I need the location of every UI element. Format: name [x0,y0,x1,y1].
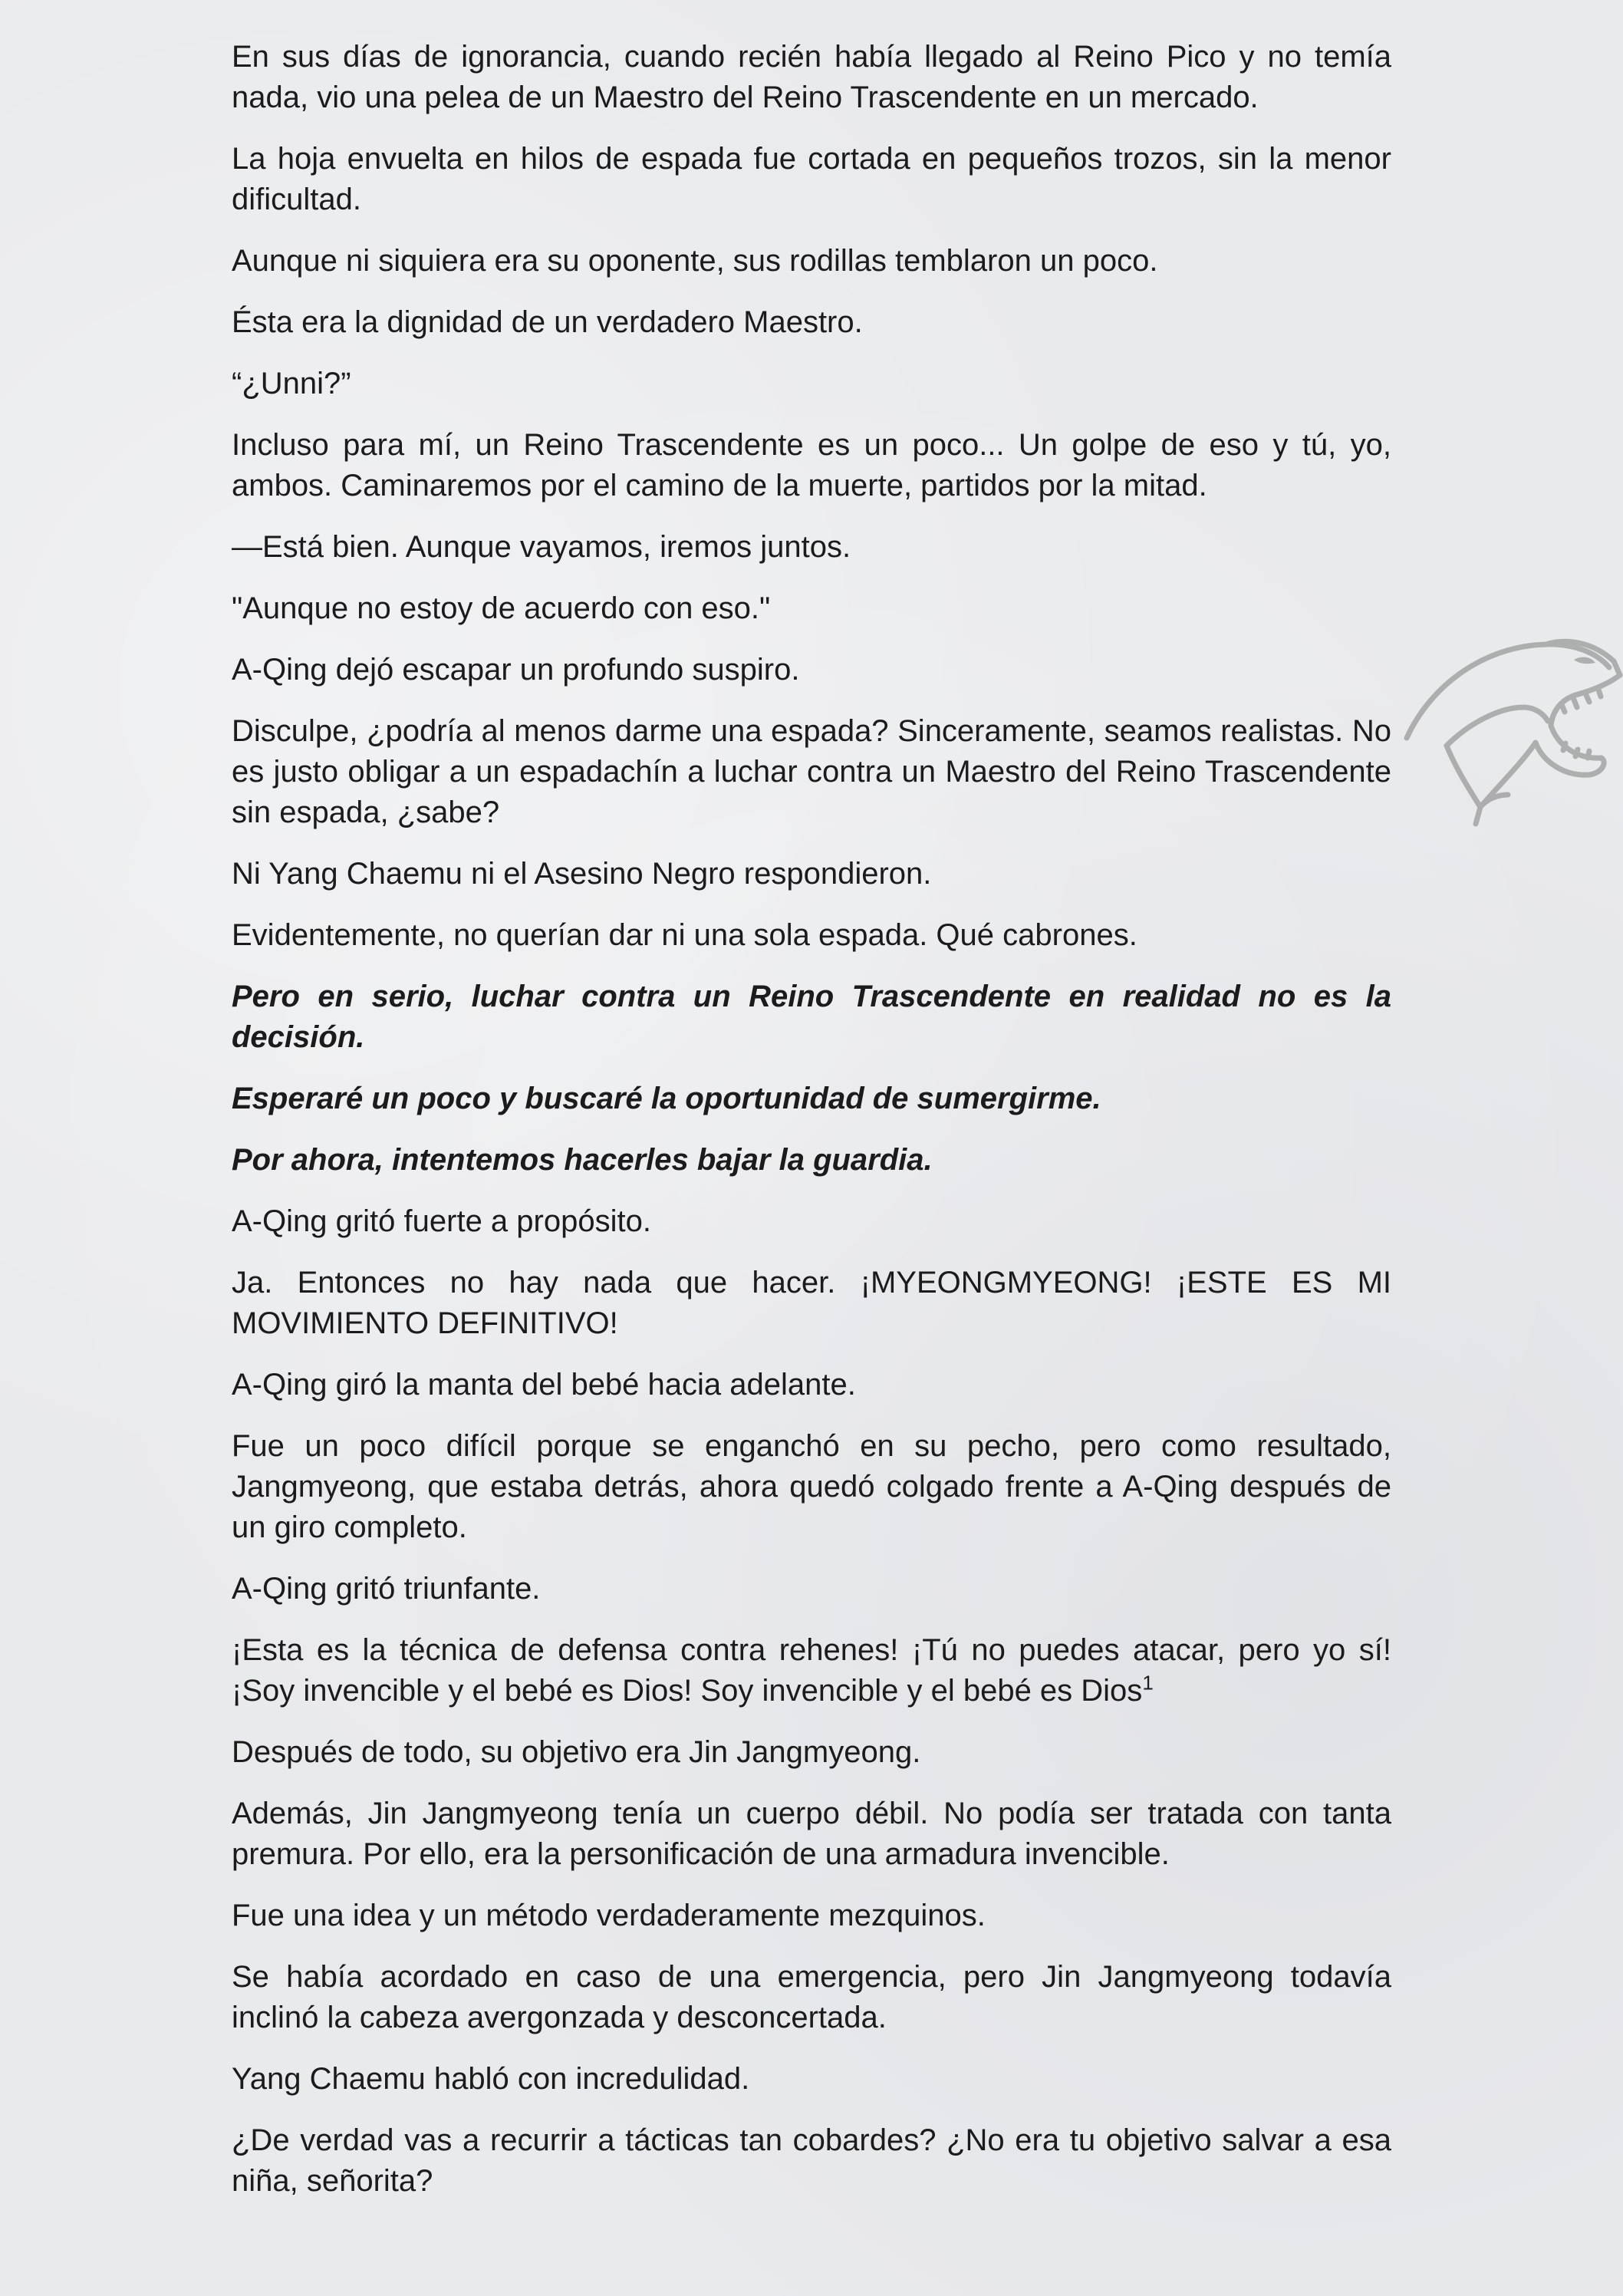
paragraph: Aunque ni siquiera era su oponente, sus rodillas temblaron un poco. [232,244,1158,278]
paragraph: Fue una idea y un método verdaderamente mezquinos. [232,1899,986,1932]
emphasized-paragraph: Pero en serio, luchar contra un Reino Trascendente en realidad no es la decisión. [232,980,1391,1054]
paragraph-text: ¡Esta es la técnica de defensa contra rehenes! ¡Tú no puedes atacar, pero yo sí! ¡Soy invencible y el bebé es Dios! Soy invencible y el bebé es Dios [232,1633,1391,1708]
dinosaur-logo-icon [1401,631,1623,830]
paragraph: Ésta era la dignidad de un verdadero Maestro. [232,305,863,339]
paragraph: A-Qing giró la manta del bebé hacia adelante. [232,1368,856,1402]
paragraph: Ni Yang Chaemu ni el Asesino Negro respondieron. [232,857,932,891]
paragraph: En sus días de ignorancia, cuando recién había llegado al Reino Pico y no temía nada, vio una pelea de un Maestro del Reino Trascendente en un mercado. [232,40,1391,114]
document-page [232,37,1391,2222]
paragraph: Además, Jin Jangmyeong tenía un cuerpo débil. No podía ser tratada con tanta premura. Por ello, era la personificación de una armadura invencible. [232,1797,1391,1871]
paragraph: La hoja envuelta en hilos de espada fue cortada en pequeños trozos, sin la menor dificultad. [232,142,1391,216]
paragraph: Evidentemente, no querían dar ni una sola espada. Qué cabrones. [232,918,1137,952]
paragraph: Después de todo, su objetivo era Jin Jangmyeong. [232,1735,921,1769]
paragraph: “¿Unni?” [232,367,351,400]
paragraph: "Aunque no estoy de acuerdo con eso." [232,591,771,625]
footnote-marker[interactable]: 1 [1142,1671,1154,1695]
emphasized-paragraph: Esperaré un poco y buscaré la oportunidad de sumergirme. [232,1082,1101,1115]
paragraph: A-Qing gritó triunfante. [232,1572,541,1606]
paragraph-with-footnote [232,1630,1391,1711]
paragraph: Yang Chaemu habló con incredulidad. [232,2062,750,2096]
paragraph: Se había acordado en caso de una emergencia, pero Jin Jangmyeong todavía inclinó la cabeza avergonzada y desconcertada. [232,1960,1391,2034]
paragraph: Ja. Entonces no hay nada que hacer. ¡MYEONGMYEONG! ¡ESTE ES MI MOVIMIENTO DEFINITIVO! [232,1266,1391,1340]
paragraph: Incluso para mí, un Reino Trascendente es un poco... Un golpe de eso y tú, yo, ambos. Caminaremos por el camino de la muerte, partidos por la mitad. [232,428,1391,502]
paragraph: Disculpe, ¿podría al menos darme una espada? Sinceramente, seamos realistas. No es justo obligar a un espadachín a luchar contra un Maestro del Reino Trascendente sin espada, ¿sabe? [232,714,1391,829]
paragraph: —Está bien. Aunque vayamos, iremos juntos. [232,530,851,564]
paragraph: A-Qing dejó escapar un profundo suspiro. [232,653,800,687]
paragraph: Fue un poco difícil porque se enganchó en su pecho, pero como resultado, Jangmyeong, que estaba detrás, ahora quedó colgado frente a A-Qing después de un giro completo. [232,1429,1391,1544]
emphasized-paragraph: Por ahora, intentemos hacerles bajar la guardia. [232,1143,933,1177]
paragraph: ¿De verdad vas a recurrir a tácticas tan cobardes? ¿No era tu objetivo salvar a esa niña, señorita? [232,2123,1391,2198]
paragraph: A-Qing gritó fuerte a propósito. [232,1204,651,1238]
